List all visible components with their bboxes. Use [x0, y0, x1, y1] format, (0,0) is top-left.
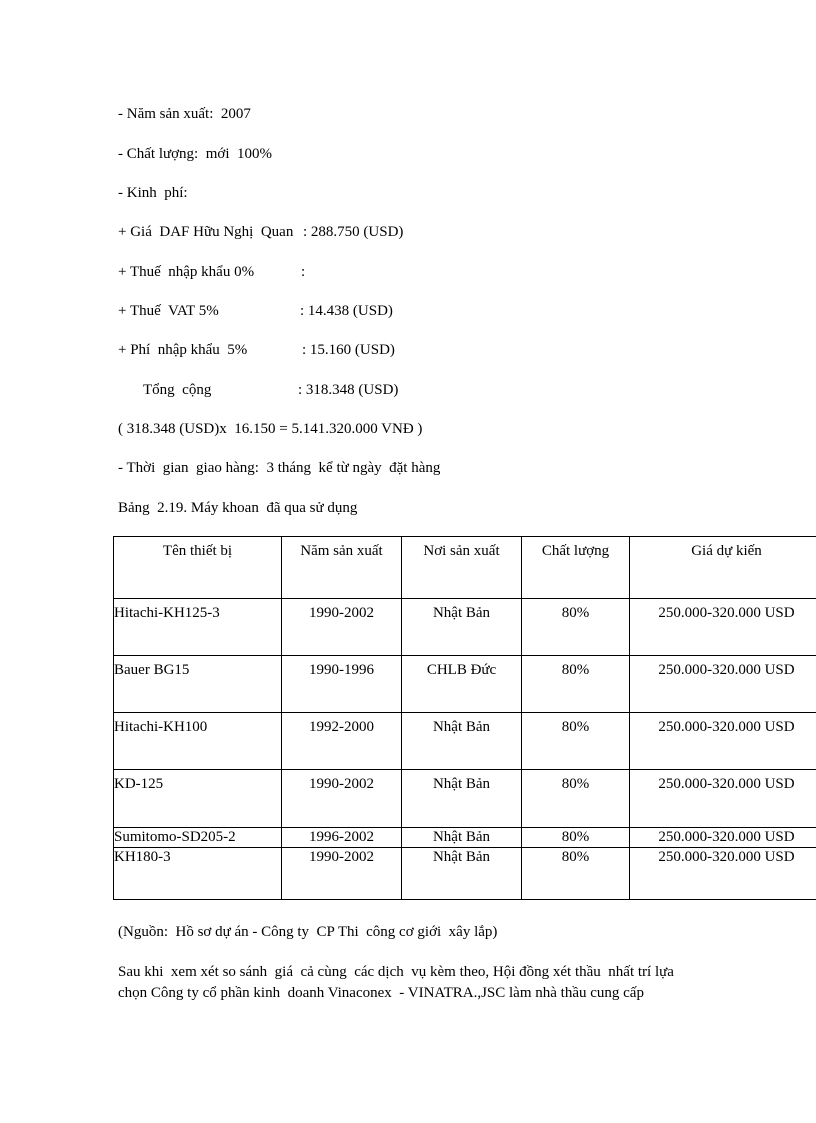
delivery-line: - Thời gian giao hàng: 3 tháng kể từ ngày đặt hàng — [118, 460, 441, 476]
cell-price: 250.000-320.000 USD — [630, 656, 816, 713]
cell-origin: Nhật Bản — [402, 599, 522, 656]
import-tax-value: : — [301, 264, 306, 280]
equipment-table — [113, 536, 816, 900]
cell-origin: Nhật Bản — [402, 848, 522, 900]
cell-year: 1996-2002 — [282, 828, 402, 848]
cell-price: 250.000-320.000 USD — [630, 770, 816, 828]
table-row — [114, 599, 816, 656]
cell-device: KD-125 — [114, 770, 282, 828]
cell-device: Sumitomo-SD205-2 — [114, 828, 282, 848]
header-quality: Chất lượng — [522, 537, 630, 599]
cell-price: 250.000-320.000 USD — [630, 713, 816, 770]
total-label: Tổng cộng — [143, 382, 212, 398]
cell-origin: CHLB Đức — [402, 656, 522, 713]
header-price: Giá dự kiến — [630, 537, 816, 599]
cell-quality: 80% — [522, 713, 630, 770]
quality-line: - Chất lượng: mới 100% — [118, 146, 272, 162]
cell-price: 250.000-320.000 USD — [630, 848, 816, 900]
cell-year: 1990-2002 — [282, 848, 402, 900]
cell-origin: Nhật Bản — [402, 713, 522, 770]
funding-line: - Kinh phí: — [118, 185, 188, 201]
paragraph-line-1: Sau khi xem xét so sánh giá cả cùng các dịch vụ kèm theo, Hội đồng xét thầu nhất trí lựa — [118, 964, 674, 980]
paragraph-line-2: chọn Công ty cổ phần kinh doanh Vinaconex - VINATRA.,JSC làm nhà thầu cung cấp — [118, 985, 644, 1001]
import-fee-label: + Phí nhập khẩu 5% — [118, 342, 248, 358]
table-row — [114, 848, 816, 900]
total-value: : 318.348 (USD) — [298, 382, 399, 398]
cell-year: 1990-2002 — [282, 770, 402, 828]
cell-year: 1990-1996 — [282, 656, 402, 713]
cell-device: Bauer BG15 — [114, 656, 282, 713]
cell-device: Hitachi-KH100 — [114, 713, 282, 770]
import-fee-value: : 15.160 (USD) — [302, 342, 395, 358]
table-row — [114, 828, 816, 848]
table-caption: Bảng 2.19. Máy khoan đã qua sử dụng — [118, 500, 358, 516]
cell-device: KH180-3 — [114, 848, 282, 900]
source-note: (Nguồn: Hồ sơ dự án - Công ty CP Thi công cơ giới xây lắp) — [118, 924, 498, 940]
vat-value: : 14.438 (USD) — [300, 303, 393, 319]
cell-device: Hitachi-KH125-3 — [114, 599, 282, 656]
daf-price-value: : 288.750 (USD) — [303, 224, 404, 240]
cell-quality: 80% — [522, 770, 630, 828]
cell-quality: 80% — [522, 656, 630, 713]
table-row — [114, 770, 816, 828]
cell-quality: 80% — [522, 599, 630, 656]
import-tax-label: + Thuế nhập khẩu 0% — [118, 264, 255, 280]
daf-price-label: + Giá DAF Hữu Nghị Quan — [118, 224, 294, 240]
conversion-line: ( 318.348 (USD)x 16.150 = 5.141.320.000 VNĐ ) — [118, 421, 423, 437]
cell-year: 1990-2002 — [282, 599, 402, 656]
table-row — [114, 713, 816, 770]
header-device-name: Tên thiết bị — [114, 537, 282, 599]
cell-price: 250.000-320.000 USD — [630, 828, 816, 848]
cell-origin: Nhật Bản — [402, 770, 522, 828]
table-row — [114, 656, 816, 713]
header-year: Năm sản xuất — [282, 537, 402, 599]
year-line: - Năm sản xuất: 2007 — [118, 106, 251, 122]
cell-quality: 80% — [522, 848, 630, 900]
cell-price: 250.000-320.000 USD — [630, 599, 816, 656]
cell-quality: 80% — [522, 828, 630, 848]
table-header-row — [114, 537, 816, 599]
header-origin: Nơi sản xuất — [402, 537, 522, 599]
cell-origin: Nhật Bản — [402, 828, 522, 848]
cell-year: 1992-2000 — [282, 713, 402, 770]
vat-label: + Thuế VAT 5% — [118, 303, 219, 319]
